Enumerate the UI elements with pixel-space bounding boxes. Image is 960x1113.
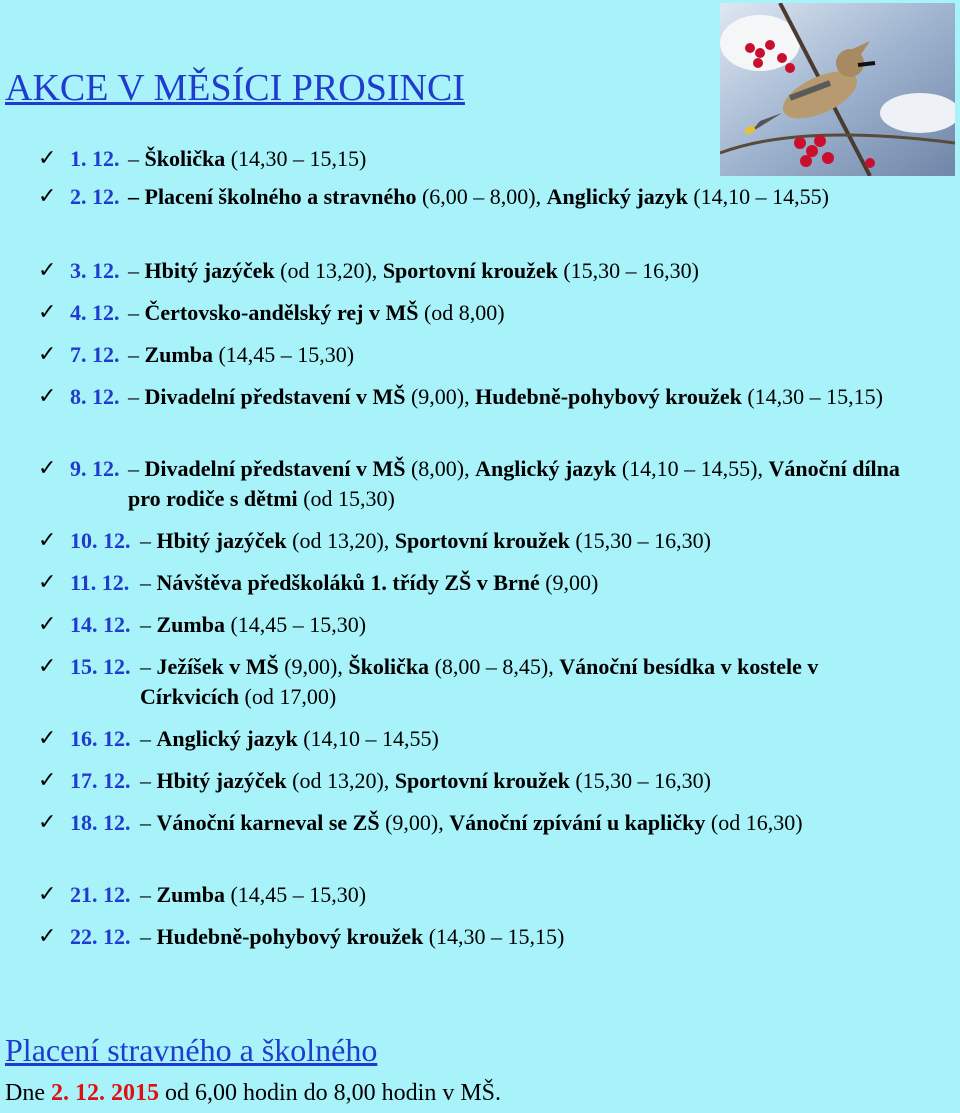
payment-prefix: Dne bbox=[5, 1080, 51, 1106]
check-icon: ✓ bbox=[38, 146, 57, 171]
event-date: 21. 12. bbox=[70, 882, 131, 907]
check-icon: ✓ bbox=[38, 768, 57, 793]
check-icon: ✓ bbox=[38, 810, 57, 835]
event-text: – Hbitý jazýček (od 13,20), Sportovní kroužek (15,30 – 16,30) bbox=[140, 528, 711, 553]
event-text: – Hbitý jazýček (od 13,20), Sportovní kroužek (15,30 – 16,30) bbox=[140, 768, 711, 793]
payment-info bbox=[5, 1080, 501, 1107]
event-text: – Zumba (14,45 – 15,30) bbox=[128, 342, 355, 367]
check-icon: ✓ bbox=[38, 384, 57, 409]
page-title: AKCE V MĚSÍCI PROSINCI bbox=[5, 67, 465, 109]
payment-suffix: od 6,00 hodin do 8,00 hodin v MŠ. bbox=[158, 1080, 502, 1106]
event-text: – Placení školného a stravného (6,00 – 8,00), Anglický jazyk (14,10 – 14,55) bbox=[128, 184, 829, 209]
event-text: – Zumba (14,45 – 15,30) bbox=[140, 612, 367, 637]
check-icon: ✓ bbox=[38, 924, 57, 949]
event-text: – Hbitý jazýček (od 13,20), Sportovní kroužek (15,30 – 16,30) bbox=[128, 258, 699, 283]
event-text: – Ježíšek v MŠ (9,00), Školička (8,00 – 8,45), Vánoční besídka v kostele v Církvicích (od 17,00) bbox=[140, 654, 819, 709]
check-icon: ✓ bbox=[38, 882, 57, 907]
check-icon: ✓ bbox=[38, 726, 57, 751]
event-date: 4. 12. bbox=[70, 300, 120, 325]
event-date: 2. 12. bbox=[70, 184, 120, 209]
event-date: 9. 12. bbox=[70, 456, 120, 481]
event-date: 11. 12. bbox=[70, 570, 130, 595]
event-text: – Návštěva předškoláků 1. třídy ZŠ v Brné (9,00) bbox=[140, 570, 599, 595]
event-date: 22. 12. bbox=[70, 924, 131, 949]
event-date: 3. 12. bbox=[70, 258, 120, 283]
payment-date: 2. 12. 2015 bbox=[50, 1080, 159, 1106]
event-text: – Divadelní představení v MŠ (9,00), Hudebně-pohybový kroužek (14,30 – 15,15) bbox=[128, 384, 883, 409]
event-date: 17. 12. bbox=[70, 768, 131, 793]
event-text: – Školička (14,30 – 15,15) bbox=[128, 146, 367, 171]
event-date: 18. 12. bbox=[70, 810, 131, 835]
check-icon: ✓ bbox=[38, 528, 57, 553]
event-date: 16. 12. bbox=[70, 726, 131, 751]
event-text: – Vánoční karneval se ZŠ (9,00), Vánoční zpívání u kapličky (od 16,30) bbox=[140, 810, 803, 835]
event-date: 8. 12. bbox=[70, 384, 120, 409]
event-text: – Divadelní představení v MŠ (8,00), Anglický jazyk (14,10 – 14,55), Vánoční dílna pro rodiče s dětmi (od 15,30) bbox=[128, 456, 900, 511]
check-icon: ✓ bbox=[38, 654, 57, 679]
event-text: – Zumba (14,45 – 15,30) bbox=[140, 882, 367, 907]
event-date: 1. 12. bbox=[70, 146, 120, 171]
payment-title: Placení stravného a školného bbox=[5, 1032, 378, 1068]
event-text: – Anglický jazyk (14,10 – 14,55) bbox=[140, 726, 439, 751]
check-icon: ✓ bbox=[38, 258, 57, 283]
event-date: 10. 12. bbox=[70, 528, 131, 553]
check-icon: ✓ bbox=[38, 184, 57, 209]
check-icon: ✓ bbox=[38, 570, 57, 595]
event-date: 14. 12. bbox=[70, 612, 131, 637]
event-text: – Čertovsko-andělský rej v MŠ (od 8,00) bbox=[128, 300, 505, 325]
check-icon: ✓ bbox=[38, 342, 57, 367]
event-date: 7. 12. bbox=[70, 342, 120, 367]
event-date: 15. 12. bbox=[70, 654, 131, 679]
check-icon: ✓ bbox=[38, 612, 57, 637]
check-icon: ✓ bbox=[38, 300, 57, 325]
check-icon: ✓ bbox=[38, 456, 57, 481]
event-text: – Hudebně-pohybový kroužek (14,30 – 15,15) bbox=[140, 924, 565, 949]
